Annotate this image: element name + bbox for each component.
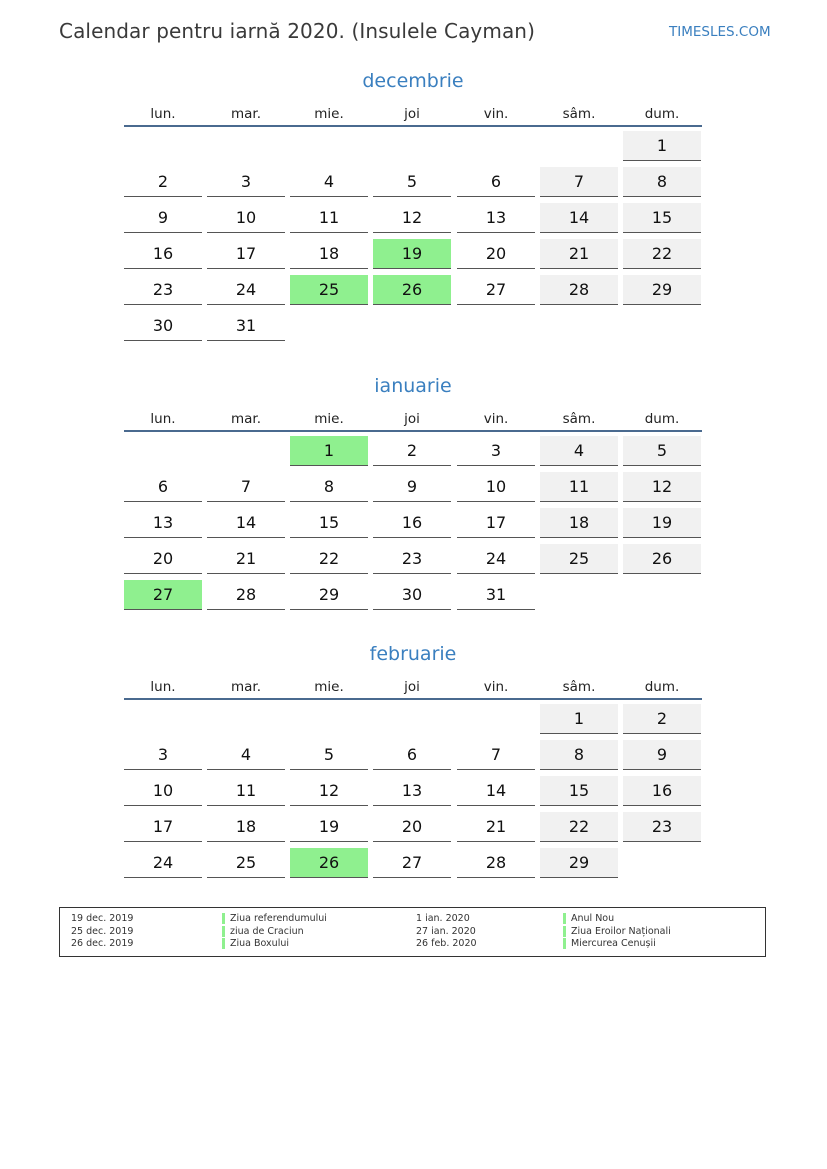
day-cell: 9: [124, 203, 202, 233]
day-cell: 19: [290, 812, 368, 842]
weekday-header: [124, 411, 702, 429]
day-cell: 7: [207, 472, 285, 502]
day-cell: 5: [290, 740, 368, 770]
day-cell: 22: [290, 544, 368, 574]
day-cell: 23: [373, 544, 451, 574]
day-cell: 10: [124, 776, 202, 806]
day-cell: 12: [290, 776, 368, 806]
legend-holiday-name: Ziua referendumului: [230, 913, 327, 924]
weekday-label: lun.: [150, 411, 176, 427]
day-cell: 31: [457, 580, 535, 610]
day-cell: 26: [623, 544, 701, 574]
legend-date: 1 ian. 2020: [416, 913, 470, 924]
day-cell: 6: [373, 740, 451, 770]
holiday-day-cell: 1: [290, 436, 368, 466]
legend-holiday-name: Miercurea Cenușii: [571, 938, 656, 949]
day-cell: 13: [457, 203, 535, 233]
weekday-label: mar.: [230, 106, 262, 122]
legend-date: 26 feb. 2020: [416, 938, 477, 949]
month-name: decembrie: [362, 70, 464, 92]
day-cell: 8: [290, 472, 368, 502]
header-rule: [124, 125, 702, 127]
day-cell: 27: [457, 275, 535, 305]
day-cell: 29: [290, 580, 368, 610]
weekday-header: [124, 679, 702, 697]
legend-date: 26 dec. 2019: [71, 938, 134, 949]
day-cell: 18: [290, 239, 368, 269]
day-cell: 20: [373, 812, 451, 842]
holiday-day-cell: 26: [290, 848, 368, 878]
day-cell: 22: [623, 239, 701, 269]
day-cell: 8: [623, 167, 701, 197]
day-cell: 21: [207, 544, 285, 574]
header-rule: [124, 430, 702, 432]
day-cell: 13: [124, 508, 202, 538]
legend-holiday-name: Ziua Eroilor Naționali: [571, 925, 671, 937]
day-cell: 27: [373, 848, 451, 878]
day-cell: 14: [540, 203, 618, 233]
day-cell: 28: [207, 580, 285, 610]
day-cell: 30: [124, 311, 202, 341]
legend-date: 25 dec. 2019: [71, 925, 134, 937]
weekday-label: joi: [404, 679, 420, 695]
weekday-label: sâm.: [562, 411, 596, 427]
day-cell: 17: [457, 508, 535, 538]
month-name: februarie: [369, 643, 457, 665]
day-cell: 14: [457, 776, 535, 806]
day-cell: 24: [124, 848, 202, 878]
day-cell: 28: [457, 848, 535, 878]
weekday-label: mie.: [314, 679, 344, 695]
day-cell: 6: [457, 167, 535, 197]
day-cell: 15: [290, 508, 368, 538]
day-cell: 5: [623, 436, 701, 466]
day-cell: 17: [124, 812, 202, 842]
holiday-day-cell: 19: [373, 239, 451, 269]
weekday-label: lun.: [150, 679, 176, 695]
day-cell: 29: [540, 848, 618, 878]
day-cell: 2: [124, 167, 202, 197]
day-cell: 3: [207, 167, 285, 197]
day-cell: 7: [457, 740, 535, 770]
day-cell: 17: [207, 239, 285, 269]
day-cell: 7: [540, 167, 618, 197]
weekday-label: mar.: [230, 411, 262, 427]
day-cell: 30: [373, 580, 451, 610]
legend-date: 27 ian. 2020: [416, 925, 476, 937]
day-cell: 15: [623, 203, 701, 233]
legend-color-marker: [563, 926, 566, 937]
day-cell: 1: [623, 131, 701, 161]
weekday-label: vin.: [483, 106, 509, 122]
day-cell: 19: [623, 508, 701, 538]
day-cell: 10: [457, 472, 535, 502]
weekday-label: joi: [404, 106, 420, 122]
weekday-label: joi: [404, 411, 420, 427]
weekday-label: mar.: [230, 679, 262, 695]
day-cell: 25: [540, 544, 618, 574]
weekday-label: mie.: [314, 411, 344, 427]
day-cell: 16: [124, 239, 202, 269]
legend-date: 19 dec. 2019: [71, 913, 134, 924]
holiday-day-cell: 27: [124, 580, 202, 610]
day-cell: 12: [373, 203, 451, 233]
weekday-label: dum.: [644, 679, 680, 695]
day-cell: 11: [290, 203, 368, 233]
day-cell: 16: [373, 508, 451, 538]
day-cell: 25: [207, 848, 285, 878]
day-cell: 31: [207, 311, 285, 341]
legend-color-marker: [222, 938, 225, 949]
day-cell: 20: [124, 544, 202, 574]
day-cell: 1: [540, 704, 618, 734]
day-cell: 14: [207, 508, 285, 538]
day-cell: 21: [540, 239, 618, 269]
header-rule: [124, 698, 702, 700]
holiday-day-cell: 26: [373, 275, 451, 305]
legend-holiday-name: Ziua Boxului: [230, 938, 289, 949]
month-name: ianuarie: [374, 375, 452, 397]
day-cell: 24: [457, 544, 535, 574]
day-cell: 9: [623, 740, 701, 770]
day-cell: 9: [373, 472, 451, 502]
day-cell: 12: [623, 472, 701, 502]
weekday-label: vin.: [483, 679, 509, 695]
day-cell: 24: [207, 275, 285, 305]
day-cell: 29: [623, 275, 701, 305]
day-cell: 11: [540, 472, 618, 502]
day-cell: 18: [540, 508, 618, 538]
weekday-header: [124, 106, 702, 124]
day-cell: 8: [540, 740, 618, 770]
day-cell: 2: [373, 436, 451, 466]
legend-color-marker: [222, 913, 225, 924]
weekday-label: dum.: [644, 411, 680, 427]
day-cell: 4: [540, 436, 618, 466]
page-title: Calendar pentru iarnă 2020. (Insulele Cayman): [59, 19, 535, 43]
day-cell: 18: [207, 812, 285, 842]
legend-color-marker: [563, 913, 566, 924]
day-cell: 23: [124, 275, 202, 305]
day-cell: 20: [457, 239, 535, 269]
legend-color-marker: [563, 938, 566, 949]
day-cell: 3: [124, 740, 202, 770]
day-cell: 21: [457, 812, 535, 842]
day-cell: 23: [623, 812, 701, 842]
weekday-label: vin.: [483, 411, 509, 427]
holiday-day-cell: 25: [290, 275, 368, 305]
day-cell: 4: [290, 167, 368, 197]
legend-color-marker: [222, 926, 225, 937]
brand-link[interactable]: TIMESLES.COM: [669, 24, 771, 40]
day-cell: 28: [540, 275, 618, 305]
day-cell: 2: [623, 704, 701, 734]
legend-holiday-name: Anul Nou: [571, 913, 615, 924]
legend-holiday-name: ziua de Craciun: [230, 925, 304, 937]
weekday-label: mie.: [314, 106, 344, 122]
day-cell: 5: [373, 167, 451, 197]
day-cell: 6: [124, 472, 202, 502]
day-cell: 13: [373, 776, 451, 806]
weekday-label: sâm.: [562, 679, 596, 695]
weekday-label: dum.: [644, 106, 680, 122]
day-cell: 22: [540, 812, 618, 842]
day-cell: 10: [207, 203, 285, 233]
day-cell: 11: [207, 776, 285, 806]
weekday-label: lun.: [150, 106, 176, 122]
day-cell: 15: [540, 776, 618, 806]
day-cell: 16: [623, 776, 701, 806]
day-cell: 4: [207, 740, 285, 770]
day-cell: 3: [457, 436, 535, 466]
holiday-legend: [59, 907, 766, 957]
weekday-label: sâm.: [562, 106, 596, 122]
